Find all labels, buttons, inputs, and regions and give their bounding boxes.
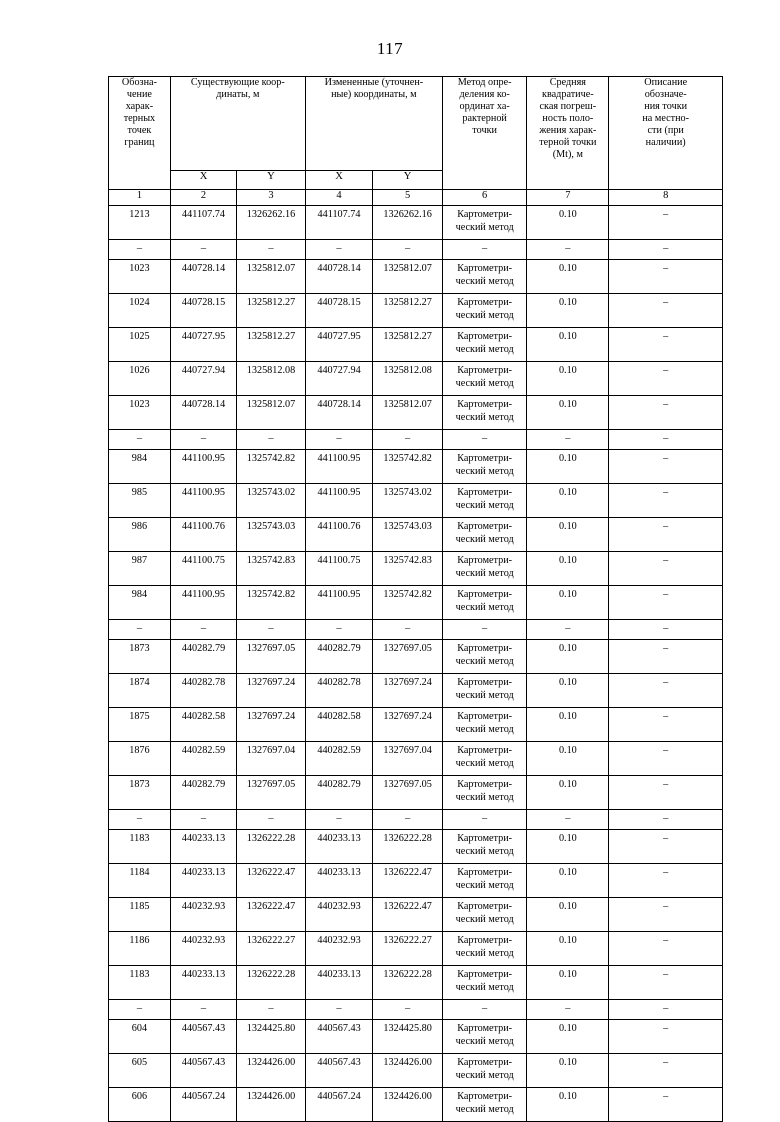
- cell-determination-method: Картометри- ческий метод: [442, 830, 526, 864]
- cell-changed-y: 1325812.08: [373, 362, 443, 396]
- cell-mean-square-error: –: [527, 1000, 609, 1020]
- cell-mean-square-error: 0.10: [527, 396, 609, 430]
- cell-determination-method: Картометри- ческий метод: [442, 328, 526, 362]
- cell-description: –: [609, 1000, 723, 1020]
- column-number: 3: [237, 190, 306, 206]
- cell-point-id: 1873: [109, 640, 171, 674]
- cell-point-id: –: [109, 620, 171, 640]
- header-changed-x: X: [305, 171, 372, 190]
- cell-mean-square-error: 0.10: [527, 1020, 609, 1054]
- cell-description: –: [609, 830, 723, 864]
- cell-changed-x: 440728.15: [305, 294, 372, 328]
- cell-existing-x: 440233.13: [170, 830, 236, 864]
- cell-changed-y: 1327697.05: [373, 640, 443, 674]
- table-row: [109, 450, 723, 484]
- column-number: 2: [170, 190, 236, 206]
- cell-mean-square-error: 0.10: [527, 864, 609, 898]
- cell-existing-x: 440233.13: [170, 864, 236, 898]
- cell-changed-y: 1326222.28: [373, 830, 443, 864]
- cell-existing-x: –: [170, 810, 236, 830]
- table-row: [109, 328, 723, 362]
- cell-mean-square-error: 0.10: [527, 328, 609, 362]
- cell-description: –: [609, 450, 723, 484]
- cell-description: –: [609, 674, 723, 708]
- cell-determination-method: –: [442, 430, 526, 450]
- cell-existing-y: 1325742.83: [237, 552, 306, 586]
- cell-description: –: [609, 206, 723, 240]
- cell-existing-y: 1327697.04: [237, 742, 306, 776]
- cell-existing-y: 1327697.05: [237, 776, 306, 810]
- cell-mean-square-error: –: [527, 430, 609, 450]
- table-row: [109, 966, 723, 1000]
- cell-mean-square-error: 0.10: [527, 450, 609, 484]
- cell-existing-y: 1325812.08: [237, 362, 306, 396]
- cell-description: –: [609, 898, 723, 932]
- column-number: 6: [442, 190, 526, 206]
- cell-mean-square-error: 0.10: [527, 362, 609, 396]
- cell-existing-y: 1327697.05: [237, 640, 306, 674]
- cell-mean-square-error: 0.10: [527, 742, 609, 776]
- cell-determination-method: Картометри- ческий метод: [442, 864, 526, 898]
- cell-existing-y: 1325812.27: [237, 328, 306, 362]
- cell-description: –: [609, 396, 723, 430]
- cell-changed-x: 441100.75: [305, 552, 372, 586]
- cell-description: –: [609, 294, 723, 328]
- cell-description: –: [609, 966, 723, 1000]
- column-number: 1: [109, 190, 171, 206]
- table-row: [109, 206, 723, 240]
- cell-point-id: 1185: [109, 898, 171, 932]
- cell-mean-square-error: 0.10: [527, 640, 609, 674]
- table-row: [109, 776, 723, 810]
- cell-changed-x: 440567.43: [305, 1020, 372, 1054]
- cell-changed-x: 441100.76: [305, 518, 372, 552]
- cell-point-id: 606: [109, 1088, 171, 1122]
- table-row: [109, 552, 723, 586]
- table-row: [109, 518, 723, 552]
- cell-point-id: 986: [109, 518, 171, 552]
- cell-determination-method: –: [442, 1000, 526, 1020]
- cell-changed-x: –: [305, 810, 372, 830]
- cell-existing-x: 441107.74: [170, 206, 236, 240]
- cell-changed-y: 1326222.47: [373, 898, 443, 932]
- cell-mean-square-error: –: [527, 620, 609, 640]
- cell-description: –: [609, 586, 723, 620]
- cell-description: –: [609, 484, 723, 518]
- page-number: 117: [376, 39, 404, 58]
- cell-changed-y: 1326222.27: [373, 932, 443, 966]
- coordinates-table-container: [108, 76, 723, 1122]
- cell-changed-y: 1327697.05: [373, 776, 443, 810]
- cell-changed-x: 440727.94: [305, 362, 372, 396]
- cell-existing-x: 441100.95: [170, 450, 236, 484]
- table-row: [109, 294, 723, 328]
- cell-changed-x: 440282.59: [305, 742, 372, 776]
- cell-existing-x: 440282.79: [170, 640, 236, 674]
- cell-determination-method: –: [442, 620, 526, 640]
- cell-changed-y: –: [373, 430, 443, 450]
- cell-mean-square-error: 0.10: [527, 776, 609, 810]
- cell-changed-x: 440233.13: [305, 830, 372, 864]
- cell-changed-x: 441107.74: [305, 206, 372, 240]
- cell-changed-x: 440232.93: [305, 932, 372, 966]
- cell-point-id: 984: [109, 450, 171, 484]
- cell-mean-square-error: 0.10: [527, 932, 609, 966]
- cell-description: –: [609, 1054, 723, 1088]
- header-point-designation: Обозна- чение харак- терных точек границ: [109, 77, 171, 190]
- cell-changed-y: 1325742.83: [373, 552, 443, 586]
- cell-existing-y: 1325812.07: [237, 260, 306, 294]
- column-number: 4: [305, 190, 372, 206]
- cell-existing-y: 1326222.47: [237, 898, 306, 932]
- cell-changed-y: 1325812.27: [373, 294, 443, 328]
- header-existing-coordinates: Существующие коор- динаты, м: [170, 77, 305, 171]
- cell-existing-y: –: [237, 810, 306, 830]
- cell-determination-method: Картометри- ческий метод: [442, 1020, 526, 1054]
- cell-description: –: [609, 552, 723, 586]
- cell-determination-method: Картометри- ческий метод: [442, 586, 526, 620]
- cell-existing-x: –: [170, 620, 236, 640]
- table-row: [109, 362, 723, 396]
- cell-point-id: 1186: [109, 932, 171, 966]
- cell-description: –: [609, 776, 723, 810]
- cell-changed-y: –: [373, 810, 443, 830]
- cell-changed-y: –: [373, 240, 443, 260]
- header-point-description: Описание обозначе- ния точки на местно- сти (при наличии): [609, 77, 723, 190]
- cell-existing-x: 440233.13: [170, 966, 236, 1000]
- cell-changed-y: 1325812.27: [373, 328, 443, 362]
- cell-point-id: 604: [109, 1020, 171, 1054]
- table-row: [109, 742, 723, 776]
- cell-existing-x: 440567.43: [170, 1020, 236, 1054]
- cell-changed-x: –: [305, 240, 372, 260]
- column-number: 5: [373, 190, 443, 206]
- cell-determination-method: –: [442, 810, 526, 830]
- table-row: [109, 864, 723, 898]
- column-number: 7: [527, 190, 609, 206]
- cell-point-id: 1183: [109, 830, 171, 864]
- cell-mean-square-error: 0.10: [527, 1088, 609, 1122]
- cell-determination-method: Картометри- ческий метод: [442, 362, 526, 396]
- table-separator-row: [109, 430, 723, 450]
- cell-mean-square-error: –: [527, 810, 609, 830]
- cell-changed-x: 440567.24: [305, 1088, 372, 1122]
- cell-changed-x: 441100.95: [305, 586, 372, 620]
- cell-description: –: [609, 742, 723, 776]
- cell-existing-y: 1324425.80: [237, 1020, 306, 1054]
- header-determination-method: Метод опре- деления ко- ординат ха- рактерной точки: [442, 77, 526, 190]
- cell-changed-y: 1326222.28: [373, 966, 443, 1000]
- cell-determination-method: Картометри- ческий метод: [442, 518, 526, 552]
- cell-description: –: [609, 362, 723, 396]
- cell-point-id: –: [109, 240, 171, 260]
- cell-changed-x: 440233.13: [305, 966, 372, 1000]
- cell-changed-x: –: [305, 1000, 372, 1020]
- cell-changed-x: 440567.43: [305, 1054, 372, 1088]
- cell-changed-y: 1324425.80: [373, 1020, 443, 1054]
- cell-description: –: [609, 932, 723, 966]
- cell-mean-square-error: 0.10: [527, 674, 609, 708]
- cell-changed-y: 1327697.24: [373, 674, 443, 708]
- cell-determination-method: –: [442, 240, 526, 260]
- cell-existing-y: 1325742.82: [237, 586, 306, 620]
- cell-existing-y: 1325812.07: [237, 396, 306, 430]
- table-row: [109, 932, 723, 966]
- cell-mean-square-error: 0.10: [527, 830, 609, 864]
- cell-point-id: 984: [109, 586, 171, 620]
- table-row: [109, 586, 723, 620]
- cell-changed-x: 441100.95: [305, 484, 372, 518]
- table-row: [109, 484, 723, 518]
- cell-description: –: [609, 1020, 723, 1054]
- cell-point-id: 1184: [109, 864, 171, 898]
- cell-point-id: 1025: [109, 328, 171, 362]
- cell-existing-y: 1325743.03: [237, 518, 306, 552]
- cell-description: –: [609, 640, 723, 674]
- cell-existing-x: 441100.75: [170, 552, 236, 586]
- cell-changed-x: 440728.14: [305, 260, 372, 294]
- cell-changed-x: 440282.79: [305, 776, 372, 810]
- cell-determination-method: Картометри- ческий метод: [442, 484, 526, 518]
- cell-changed-y: 1327697.24: [373, 708, 443, 742]
- cell-determination-method: Картометри- ческий метод: [442, 776, 526, 810]
- cell-point-id: –: [109, 1000, 171, 1020]
- cell-point-id: 1213: [109, 206, 171, 240]
- cell-changed-y: 1325742.82: [373, 450, 443, 484]
- cell-point-id: 987: [109, 552, 171, 586]
- table-separator-row: [109, 1000, 723, 1020]
- cell-mean-square-error: 0.10: [527, 552, 609, 586]
- table-separator-row: [109, 620, 723, 640]
- cell-description: –: [609, 260, 723, 294]
- cell-determination-method: Картометри- ческий метод: [442, 640, 526, 674]
- cell-determination-method: Картометри- ческий метод: [442, 898, 526, 932]
- cell-point-id: 1023: [109, 260, 171, 294]
- cell-existing-y: 1326222.28: [237, 830, 306, 864]
- cell-existing-x: 440232.93: [170, 932, 236, 966]
- cell-existing-x: 440282.58: [170, 708, 236, 742]
- cell-existing-y: 1325743.02: [237, 484, 306, 518]
- cell-mean-square-error: 0.10: [527, 484, 609, 518]
- cell-determination-method: Картометри- ческий метод: [442, 450, 526, 484]
- cell-changed-y: 1325812.07: [373, 396, 443, 430]
- cell-mean-square-error: 0.10: [527, 708, 609, 742]
- cell-description: –: [609, 810, 723, 830]
- cell-mean-square-error: 0.10: [527, 206, 609, 240]
- cell-changed-y: 1327697.04: [373, 742, 443, 776]
- cell-changed-x: –: [305, 620, 372, 640]
- cell-determination-method: Картометри- ческий метод: [442, 966, 526, 1000]
- cell-mean-square-error: 0.10: [527, 1054, 609, 1088]
- cell-point-id: 1875: [109, 708, 171, 742]
- table-row: [109, 898, 723, 932]
- cell-determination-method: Картометри- ческий метод: [442, 1088, 526, 1122]
- cell-point-id: 1874: [109, 674, 171, 708]
- cell-changed-x: 440282.79: [305, 640, 372, 674]
- cell-description: –: [609, 430, 723, 450]
- cell-determination-method: Картометри- ческий метод: [442, 1054, 526, 1088]
- header-mean-square-error: Средняя квадратиче- ская погреш- ность поло- жения харак- терной точки (Mt), м: [527, 77, 609, 190]
- cell-changed-y: –: [373, 1000, 443, 1020]
- cell-existing-x: 440728.14: [170, 260, 236, 294]
- cell-existing-x: 440232.93: [170, 898, 236, 932]
- cell-existing-x: 441100.76: [170, 518, 236, 552]
- cell-existing-y: 1326222.28: [237, 966, 306, 1000]
- header-changed-coordinates: Измененные (уточнен- ные) координаты, м: [305, 77, 442, 171]
- header-row-main: [109, 77, 723, 171]
- cell-changed-y: –: [373, 620, 443, 640]
- header-existing-x: X: [170, 171, 236, 190]
- cell-existing-x: 440728.14: [170, 396, 236, 430]
- cell-determination-method: Картометри- ческий метод: [442, 708, 526, 742]
- cell-existing-y: 1327697.24: [237, 708, 306, 742]
- cell-determination-method: Картометри- ческий метод: [442, 674, 526, 708]
- cell-determination-method: Картометри- ческий метод: [442, 396, 526, 430]
- cell-existing-y: 1326262.16: [237, 206, 306, 240]
- cell-determination-method: Картометри- ческий метод: [442, 932, 526, 966]
- cell-existing-y: 1327697.24: [237, 674, 306, 708]
- table-row: [109, 830, 723, 864]
- cell-determination-method: Картометри- ческий метод: [442, 552, 526, 586]
- coordinates-table: [108, 76, 723, 1122]
- cell-existing-y: –: [237, 1000, 306, 1020]
- column-number: 8: [609, 190, 723, 206]
- table-row: [109, 1054, 723, 1088]
- cell-changed-x: 440282.78: [305, 674, 372, 708]
- table-row: [109, 1088, 723, 1122]
- cell-description: –: [609, 518, 723, 552]
- table-row: [109, 674, 723, 708]
- cell-changed-x: 440282.58: [305, 708, 372, 742]
- table-head: [109, 77, 723, 206]
- cell-existing-y: 1325742.82: [237, 450, 306, 484]
- cell-changed-y: 1324426.00: [373, 1054, 443, 1088]
- cell-description: –: [609, 864, 723, 898]
- cell-changed-x: 440233.13: [305, 864, 372, 898]
- cell-description: –: [609, 1088, 723, 1122]
- cell-changed-y: 1325742.82: [373, 586, 443, 620]
- cell-point-id: 1873: [109, 776, 171, 810]
- cell-point-id: 1023: [109, 396, 171, 430]
- column-number-row: [109, 190, 723, 206]
- table-row: [109, 396, 723, 430]
- cell-existing-x: 440727.95: [170, 328, 236, 362]
- cell-point-id: 1183: [109, 966, 171, 1000]
- cell-existing-y: 1324426.00: [237, 1088, 306, 1122]
- cell-changed-y: 1325812.07: [373, 260, 443, 294]
- cell-changed-y: 1326222.47: [373, 864, 443, 898]
- cell-changed-x: 440727.95: [305, 328, 372, 362]
- cell-mean-square-error: 0.10: [527, 518, 609, 552]
- cell-changed-y: 1326262.16: [373, 206, 443, 240]
- header-changed-y: Y: [373, 171, 443, 190]
- cell-determination-method: Картометри- ческий метод: [442, 742, 526, 776]
- cell-mean-square-error: 0.10: [527, 294, 609, 328]
- table-separator-row: [109, 810, 723, 830]
- cell-description: –: [609, 620, 723, 640]
- cell-changed-x: 441100.95: [305, 450, 372, 484]
- cell-existing-y: 1325812.27: [237, 294, 306, 328]
- cell-changed-y: 1325743.03: [373, 518, 443, 552]
- cell-changed-y: 1324426.00: [373, 1088, 443, 1122]
- cell-determination-method: Картометри- ческий метод: [442, 206, 526, 240]
- cell-existing-y: 1324426.00: [237, 1054, 306, 1088]
- cell-existing-x: –: [170, 430, 236, 450]
- cell-existing-y: 1326222.27: [237, 932, 306, 966]
- cell-existing-x: 440282.59: [170, 742, 236, 776]
- cell-changed-x: 440232.93: [305, 898, 372, 932]
- cell-existing-x: –: [170, 1000, 236, 1020]
- cell-existing-y: –: [237, 620, 306, 640]
- cell-mean-square-error: 0.10: [527, 898, 609, 932]
- cell-point-id: –: [109, 430, 171, 450]
- cell-existing-x: 440728.15: [170, 294, 236, 328]
- cell-determination-method: Картометри- ческий метод: [442, 294, 526, 328]
- cell-existing-x: –: [170, 240, 236, 260]
- cell-point-id: 605: [109, 1054, 171, 1088]
- cell-mean-square-error: 0.10: [527, 586, 609, 620]
- cell-existing-x: 441100.95: [170, 586, 236, 620]
- table-row: [109, 640, 723, 674]
- cell-existing-x: 440567.24: [170, 1088, 236, 1122]
- cell-point-id: –: [109, 810, 171, 830]
- cell-point-id: 1876: [109, 742, 171, 776]
- cell-point-id: 1026: [109, 362, 171, 396]
- cell-existing-x: 440727.94: [170, 362, 236, 396]
- cell-changed-x: 440728.14: [305, 396, 372, 430]
- table-row: [109, 708, 723, 742]
- cell-mean-square-error: 0.10: [527, 966, 609, 1000]
- cell-description: –: [609, 708, 723, 742]
- table-row: [109, 260, 723, 294]
- cell-existing-x: 440282.79: [170, 776, 236, 810]
- cell-description: –: [609, 240, 723, 260]
- table-body: [109, 206, 723, 1122]
- table-row: [109, 1020, 723, 1054]
- cell-existing-x: 440282.78: [170, 674, 236, 708]
- cell-existing-y: –: [237, 240, 306, 260]
- cell-point-id: 1024: [109, 294, 171, 328]
- cell-changed-x: –: [305, 430, 372, 450]
- cell-existing-x: 441100.95: [170, 484, 236, 518]
- cell-determination-method: Картометри- ческий метод: [442, 260, 526, 294]
- cell-description: –: [609, 328, 723, 362]
- cell-mean-square-error: 0.10: [527, 260, 609, 294]
- table-separator-row: [109, 240, 723, 260]
- cell-mean-square-error: –: [527, 240, 609, 260]
- cell-changed-y: 1325743.02: [373, 484, 443, 518]
- cell-point-id: 985: [109, 484, 171, 518]
- cell-existing-x: 440567.43: [170, 1054, 236, 1088]
- cell-existing-y: 1326222.47: [237, 864, 306, 898]
- header-existing-y: Y: [237, 171, 306, 190]
- cell-existing-y: –: [237, 430, 306, 450]
